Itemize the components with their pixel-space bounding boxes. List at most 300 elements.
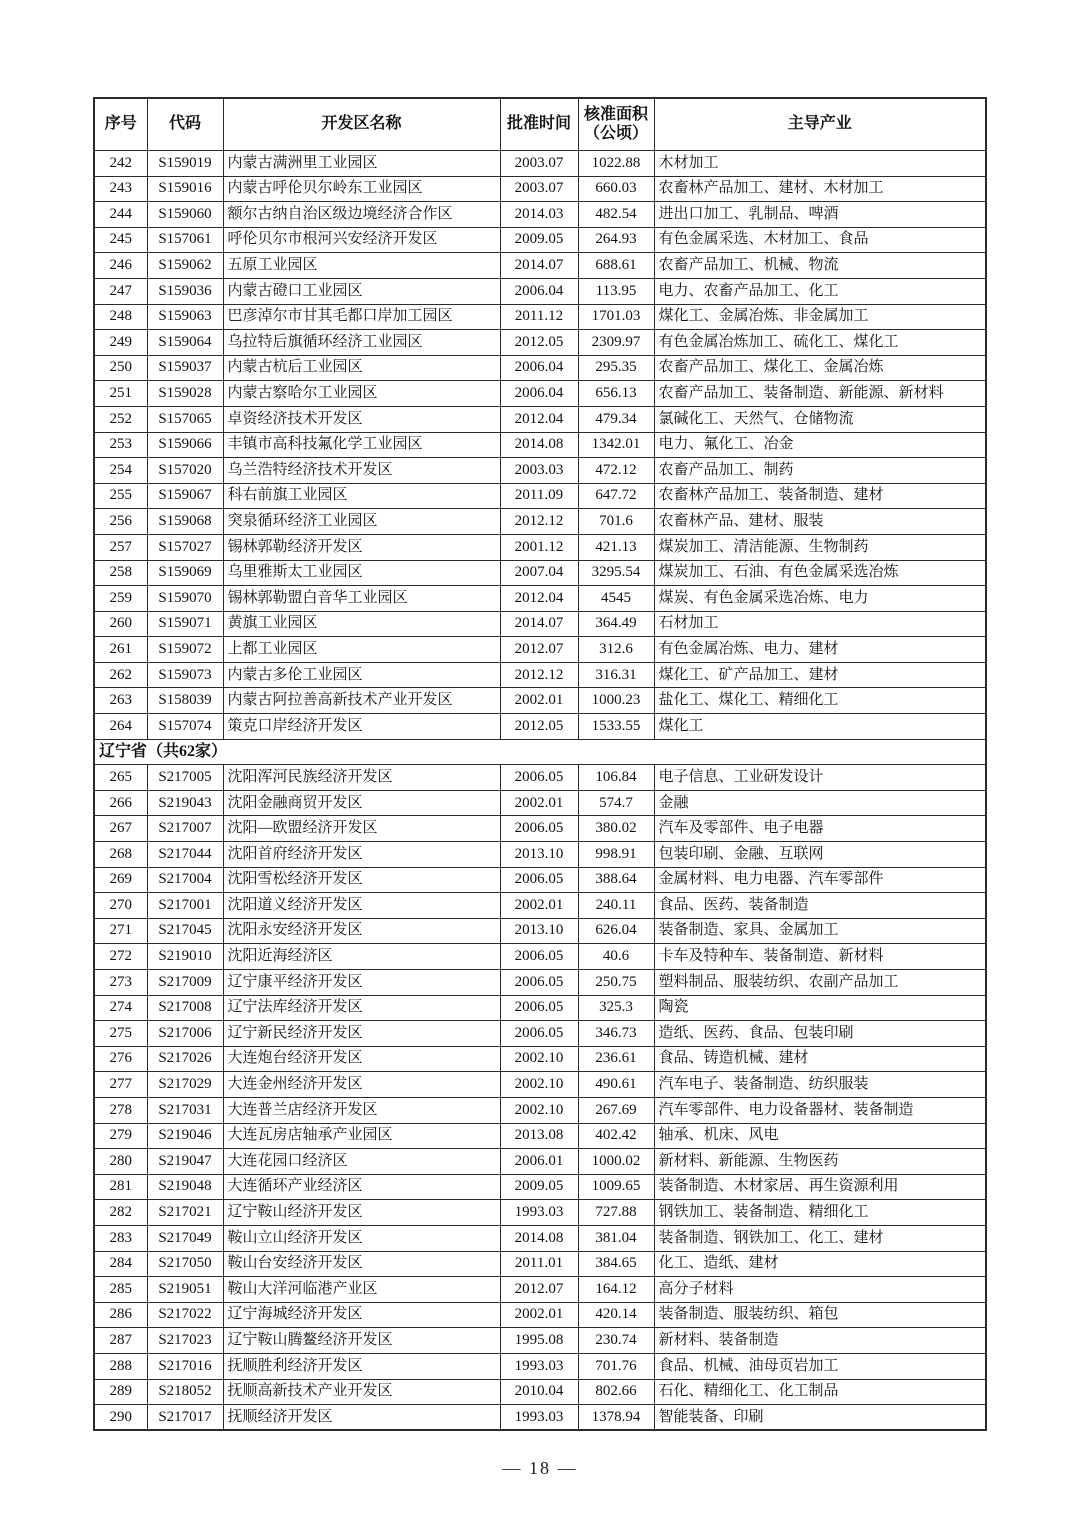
- cell-industries: 煤炭加工、清洁能源、生物制药: [654, 534, 986, 560]
- column-header-area: [578, 98, 654, 151]
- cell-zone-name: 辽宁康平经济开发区: [223, 970, 500, 996]
- cell-approval-date: 2012.05: [500, 714, 578, 740]
- cell-industries: 新材料、新能源、生物医药: [654, 1149, 986, 1175]
- cell-area: 267.69: [578, 1097, 654, 1123]
- table-row: [94, 406, 986, 432]
- cell-approval-date: 2012.04: [500, 406, 578, 432]
- cell-approval-date: 2013.08: [500, 1123, 578, 1149]
- table-row: [94, 970, 986, 996]
- table-row: [94, 816, 986, 842]
- cell-area: 1009.65: [578, 1174, 654, 1200]
- cell-industries: 轴承、机床、风电: [654, 1123, 986, 1149]
- cell-serial: 267: [94, 816, 147, 842]
- cell-serial: 250: [94, 355, 147, 381]
- table-body: [94, 151, 986, 1431]
- cell-industries: 木材加工: [654, 151, 986, 177]
- table-row: [94, 842, 986, 868]
- cell-zone-name: 抚顺经济开发区: [223, 1405, 500, 1431]
- cell-approval-date: 2002.10: [500, 1097, 578, 1123]
- cell-area: 316.31: [578, 662, 654, 688]
- cell-code: S159019: [147, 151, 223, 177]
- cell-zone-name: 策克口岸经济开发区: [223, 714, 500, 740]
- cell-industries: 农畜产品加工、煤化工、金属冶炼: [654, 355, 986, 381]
- cell-code: S217016: [147, 1353, 223, 1379]
- cell-industries: 农畜林产品、建材、服装: [654, 509, 986, 535]
- cell-industries: 氯碱化工、天然气、仓储物流: [654, 406, 986, 432]
- cell-area: 1022.88: [578, 151, 654, 177]
- table-row: [94, 304, 986, 330]
- cell-area: 802.66: [578, 1379, 654, 1405]
- cell-zone-name: 乌拉特后旗循环经济工业园区: [223, 330, 500, 356]
- table-row: [94, 1405, 986, 1431]
- cell-area: 364.49: [578, 611, 654, 637]
- cell-approval-date: 1995.08: [500, 1328, 578, 1354]
- cell-zone-name: 丰镇市高科技氟化学工业园区: [223, 432, 500, 458]
- cell-area: 660.03: [578, 176, 654, 202]
- cell-area: 472.12: [578, 458, 654, 484]
- table-row: [94, 1251, 986, 1277]
- cell-approval-date: 2006.05: [500, 816, 578, 842]
- cell-area: 1000.23: [578, 688, 654, 714]
- cell-serial: 261: [94, 637, 147, 663]
- cell-code: S217017: [147, 1405, 223, 1431]
- cell-industries: 石化、精细化工、化工制品: [654, 1379, 986, 1405]
- cell-industries: 食品、机械、油母页岩加工: [654, 1353, 986, 1379]
- cell-serial: 269: [94, 867, 147, 893]
- cell-industries: 农畜产品加工、装备制造、新能源、新材料: [654, 381, 986, 407]
- cell-code: S219043: [147, 790, 223, 816]
- cell-code: S218052: [147, 1379, 223, 1405]
- cell-industries: 钢铁加工、装备制造、精细化工: [654, 1200, 986, 1226]
- table-row: [94, 714, 986, 740]
- cell-code: S219010: [147, 944, 223, 970]
- cell-serial: 264: [94, 714, 147, 740]
- cell-industries: 农畜林产品加工、装备制造、建材: [654, 483, 986, 509]
- cell-approval-date: 2002.01: [500, 790, 578, 816]
- cell-code: S217023: [147, 1328, 223, 1354]
- cell-area: 230.74: [578, 1328, 654, 1354]
- cell-area: 1000.02: [578, 1149, 654, 1175]
- cell-approval-date: 2013.10: [500, 842, 578, 868]
- cell-approval-date: 2014.07: [500, 611, 578, 637]
- cell-code: S219051: [147, 1277, 223, 1303]
- cell-approval-date: 2006.05: [500, 765, 578, 791]
- cell-serial: 282: [94, 1200, 147, 1226]
- cell-serial: 245: [94, 227, 147, 253]
- cell-approval-date: 2014.08: [500, 1225, 578, 1251]
- table-row: [94, 355, 986, 381]
- table-row: [94, 867, 986, 893]
- cell-serial: 287: [94, 1328, 147, 1354]
- cell-industries: 石材加工: [654, 611, 986, 637]
- table-row: [94, 483, 986, 509]
- cell-zone-name: 内蒙古杭后工业园区: [223, 355, 500, 381]
- cell-code: S217005: [147, 765, 223, 791]
- cell-industries: 农畜林产品加工、建材、木材加工: [654, 176, 986, 202]
- cell-serial: 272: [94, 944, 147, 970]
- cell-area: 381.04: [578, 1225, 654, 1251]
- table-row: [94, 790, 986, 816]
- cell-serial: 243: [94, 176, 147, 202]
- cell-industries: 煤炭加工、石油、有色金属采选冶炼: [654, 560, 986, 586]
- cell-industries: 农畜产品加工、制药: [654, 458, 986, 484]
- cell-approval-date: 2014.03: [500, 202, 578, 228]
- cell-industries: 汽车零部件、电力设备器材、装备制造: [654, 1097, 986, 1123]
- cell-serial: 251: [94, 381, 147, 407]
- cell-zone-name: 额尔古纳自治区级边境经济合作区: [223, 202, 500, 228]
- cell-code: S159071: [147, 611, 223, 637]
- cell-code: S159069: [147, 560, 223, 586]
- cell-area: 106.84: [578, 765, 654, 791]
- cell-code: S159072: [147, 637, 223, 663]
- cell-serial: 262: [94, 662, 147, 688]
- cell-area: 420.14: [578, 1302, 654, 1328]
- cell-area: 40.6: [578, 944, 654, 970]
- cell-code: S159068: [147, 509, 223, 535]
- cell-code: S157020: [147, 458, 223, 484]
- cell-zone-name: 大连循环产业经济区: [223, 1174, 500, 1200]
- column-header-code: 代码: [147, 98, 223, 151]
- cell-area: 998.91: [578, 842, 654, 868]
- table-row: [94, 458, 986, 484]
- cell-zone-name: 内蒙古多伦工业园区: [223, 662, 500, 688]
- table-row: [94, 560, 986, 586]
- table-row: [94, 893, 986, 919]
- cell-industries: 卡车及特种车、装备制造、新材料: [654, 944, 986, 970]
- cell-industries: 新材料、装备制造: [654, 1328, 986, 1354]
- cell-approval-date: 2014.08: [500, 432, 578, 458]
- cell-area: 656.13: [578, 381, 654, 407]
- cell-zone-name: 沈阳永安经济开发区: [223, 918, 500, 944]
- cell-code: S159073: [147, 662, 223, 688]
- table-row: [94, 227, 986, 253]
- cell-code: S219046: [147, 1123, 223, 1149]
- cell-area: 4545: [578, 586, 654, 612]
- cell-zone-name: 巴彦淖尔市甘其毛都口岸加工园区: [223, 304, 500, 330]
- cell-industries: 塑料制品、服装纺织、农副产品加工: [654, 970, 986, 996]
- cell-area: 647.72: [578, 483, 654, 509]
- table-row: [94, 611, 986, 637]
- cell-zone-name: 大连瓦房店轴承产业园区: [223, 1123, 500, 1149]
- section-header-label: 辽宁省（共62家）: [94, 739, 986, 765]
- cell-approval-date: 2011.01: [500, 1251, 578, 1277]
- cell-industries: 装备制造、家具、金属加工: [654, 918, 986, 944]
- cell-serial: 263: [94, 688, 147, 714]
- cell-area: 1701.03: [578, 304, 654, 330]
- cell-serial: 289: [94, 1379, 147, 1405]
- cell-approval-date: 2001.12: [500, 534, 578, 560]
- cell-serial: 277: [94, 1072, 147, 1098]
- table-row: [94, 509, 986, 535]
- cell-approval-date: 1993.03: [500, 1200, 578, 1226]
- cell-serial: 248: [94, 304, 147, 330]
- cell-industries: 有色金属冶炼加工、硫化工、煤化工: [654, 330, 986, 356]
- cell-code: S159016: [147, 176, 223, 202]
- cell-approval-date: 2006.04: [500, 381, 578, 407]
- cell-industries: 电力、农畜产品加工、化工: [654, 278, 986, 304]
- cell-zone-name: 内蒙古呼伦贝尔岭东工业园区: [223, 176, 500, 202]
- cell-industries: 煤化工: [654, 714, 986, 740]
- cell-zone-name: 大连花园口经济区: [223, 1149, 500, 1175]
- cell-area: 688.61: [578, 253, 654, 279]
- cell-zone-name: 内蒙古满洲里工业园区: [223, 151, 500, 177]
- section-header-row: [94, 739, 986, 765]
- cell-industries: 包装印刷、金融、互联网: [654, 842, 986, 868]
- cell-code: S217004: [147, 867, 223, 893]
- cell-serial: 259: [94, 586, 147, 612]
- cell-code: S217026: [147, 1046, 223, 1072]
- cell-serial: 274: [94, 995, 147, 1021]
- cell-code: S159063: [147, 304, 223, 330]
- table-row: [94, 176, 986, 202]
- cell-approval-date: 2006.04: [500, 278, 578, 304]
- cell-area: 1342.01: [578, 432, 654, 458]
- cell-industries: 装备制造、服装纺织、箱包: [654, 1302, 986, 1328]
- cell-zone-name: 大连炮台经济开发区: [223, 1046, 500, 1072]
- cell-approval-date: 2011.09: [500, 483, 578, 509]
- cell-area: 264.93: [578, 227, 654, 253]
- cell-area: 388.64: [578, 867, 654, 893]
- cell-serial: 242: [94, 151, 147, 177]
- cell-zone-name: 卓资经济技术开发区: [223, 406, 500, 432]
- column-header-industries: 主导产业: [654, 98, 986, 151]
- cell-zone-name: 辽宁鞍山经济开发区: [223, 1200, 500, 1226]
- cell-zone-name: 抚顺胜利经济开发区: [223, 1353, 500, 1379]
- cell-industries: 煤化工、矿产品加工、建材: [654, 662, 986, 688]
- cell-approval-date: 2006.05: [500, 995, 578, 1021]
- cell-approval-date: 2012.07: [500, 637, 578, 663]
- cell-serial: 279: [94, 1123, 147, 1149]
- cell-zone-name: 沈阳金融商贸开发区: [223, 790, 500, 816]
- cell-code: S217008: [147, 995, 223, 1021]
- cell-serial: 266: [94, 790, 147, 816]
- column-header-area-line2: （公顷）: [583, 124, 648, 142]
- table-row: [94, 151, 986, 177]
- cell-code: S159067: [147, 483, 223, 509]
- cell-area: 1533.55: [578, 714, 654, 740]
- table-row: [94, 944, 986, 970]
- cell-serial: 275: [94, 1021, 147, 1047]
- cell-zone-name: 大连金州经济开发区: [223, 1072, 500, 1098]
- cell-approval-date: 2009.05: [500, 1174, 578, 1200]
- table-row: [94, 1277, 986, 1303]
- cell-zone-name: 突泉循环经济工业园区: [223, 509, 500, 535]
- cell-approval-date: 2009.05: [500, 227, 578, 253]
- cell-area: 164.12: [578, 1277, 654, 1303]
- table-row: [94, 1353, 986, 1379]
- cell-area: 380.02: [578, 816, 654, 842]
- cell-serial: 284: [94, 1251, 147, 1277]
- cell-industries: 煤化工、金属冶炼、非金属加工: [654, 304, 986, 330]
- cell-serial: 258: [94, 560, 147, 586]
- table-row: [94, 1225, 986, 1251]
- cell-approval-date: 2002.01: [500, 688, 578, 714]
- cell-zone-name: 呼伦贝尔市根河兴安经济开发区: [223, 227, 500, 253]
- cell-industries: 金属材料、电力电器、汽车零部件: [654, 867, 986, 893]
- cell-code: S217044: [147, 842, 223, 868]
- table-row: [94, 1174, 986, 1200]
- cell-approval-date: 2010.04: [500, 1379, 578, 1405]
- cell-zone-name: 黄旗工业园区: [223, 611, 500, 637]
- cell-serial: 283: [94, 1225, 147, 1251]
- cell-code: S219047: [147, 1149, 223, 1175]
- cell-code: S159062: [147, 253, 223, 279]
- cell-area: 384.65: [578, 1251, 654, 1277]
- table-row: [94, 637, 986, 663]
- table-row: [94, 1046, 986, 1072]
- table-row: [94, 1379, 986, 1405]
- cell-industries: 汽车及零部件、电子电器: [654, 816, 986, 842]
- cell-approval-date: 2006.01: [500, 1149, 578, 1175]
- cell-code: S157061: [147, 227, 223, 253]
- column-header-zone-name: 开发区名称: [223, 98, 500, 151]
- cell-approval-date: 2013.10: [500, 918, 578, 944]
- header-row: [94, 98, 986, 151]
- cell-area: 2309.97: [578, 330, 654, 356]
- cell-zone-name: 科右前旗工业园区: [223, 483, 500, 509]
- cell-code: S157074: [147, 714, 223, 740]
- cell-area: 626.04: [578, 918, 654, 944]
- cell-zone-name: 乌里雅斯太工业园区: [223, 560, 500, 586]
- cell-industries: 盐化工、煤化工、精细化工: [654, 688, 986, 714]
- table-row: [94, 1302, 986, 1328]
- cell-zone-name: 锡林郭勒经济开发区: [223, 534, 500, 560]
- cell-area: 701.6: [578, 509, 654, 535]
- column-header-approval-date: 批准时间: [500, 98, 578, 151]
- cell-serial: 254: [94, 458, 147, 484]
- cell-zone-name: 内蒙古阿拉善高新技术产业开发区: [223, 688, 500, 714]
- table-row: [94, 918, 986, 944]
- cell-serial: 255: [94, 483, 147, 509]
- cell-code: S217006: [147, 1021, 223, 1047]
- cell-industries: 金融: [654, 790, 986, 816]
- page-number: — 18 —: [502, 1458, 578, 1478]
- cell-code: S217031: [147, 1097, 223, 1123]
- table-row: [94, 253, 986, 279]
- table-row: [94, 381, 986, 407]
- cell-code: S159037: [147, 355, 223, 381]
- cell-area: 346.73: [578, 1021, 654, 1047]
- cell-code: S217009: [147, 970, 223, 996]
- table-row: [94, 1072, 986, 1098]
- cell-approval-date: 1993.03: [500, 1353, 578, 1379]
- cell-serial: 247: [94, 278, 147, 304]
- cell-serial: 285: [94, 1277, 147, 1303]
- cell-industries: 电力、氟化工、冶金: [654, 432, 986, 458]
- cell-zone-name: 抚顺高新技术产业开发区: [223, 1379, 500, 1405]
- cell-code: S159028: [147, 381, 223, 407]
- cell-zone-name: 沈阳浑河民族经济开发区: [223, 765, 500, 791]
- cell-serial: 286: [94, 1302, 147, 1328]
- cell-industries: 进出口加工、乳制品、啤酒: [654, 202, 986, 228]
- cell-area: 402.42: [578, 1123, 654, 1149]
- cell-serial: 257: [94, 534, 147, 560]
- cell-approval-date: 2014.07: [500, 253, 578, 279]
- cell-zone-name: 辽宁鞍山腾鳌经济开发区: [223, 1328, 500, 1354]
- cell-approval-date: 2006.05: [500, 867, 578, 893]
- cell-zone-name: 大连普兰店经济开发区: [223, 1097, 500, 1123]
- column-header-area-line1: 核准面积: [583, 106, 648, 124]
- cell-area: 421.13: [578, 534, 654, 560]
- cell-approval-date: 2012.07: [500, 1277, 578, 1303]
- cell-zone-name: 上都工业园区: [223, 637, 500, 663]
- cell-industries: 有色金属采选、木材加工、食品: [654, 227, 986, 253]
- cell-area: 240.11: [578, 893, 654, 919]
- cell-code: S217022: [147, 1302, 223, 1328]
- cell-zone-name: 沈阳道义经济开发区: [223, 893, 500, 919]
- cell-approval-date: 2012.12: [500, 662, 578, 688]
- cell-approval-date: 2003.07: [500, 151, 578, 177]
- cell-zone-name: 辽宁海城经济开发区: [223, 1302, 500, 1328]
- cell-zone-name: 五原工业园区: [223, 253, 500, 279]
- table-row: [94, 688, 986, 714]
- cell-approval-date: 2002.10: [500, 1046, 578, 1072]
- cell-code: S219048: [147, 1174, 223, 1200]
- cell-approval-date: 2006.04: [500, 355, 578, 381]
- cell-serial: 270: [94, 893, 147, 919]
- table-row: [94, 1200, 986, 1226]
- cell-serial: 273: [94, 970, 147, 996]
- cell-serial: 271: [94, 918, 147, 944]
- cell-serial: 253: [94, 432, 147, 458]
- cell-industries: 高分子材料: [654, 1277, 986, 1303]
- cell-area: 574.7: [578, 790, 654, 816]
- cell-approval-date: 2011.12: [500, 304, 578, 330]
- cell-serial: 246: [94, 253, 147, 279]
- cell-code: S217049: [147, 1225, 223, 1251]
- cell-serial: 268: [94, 842, 147, 868]
- cell-approval-date: 2007.04: [500, 560, 578, 586]
- cell-area: 325.3: [578, 995, 654, 1021]
- table-row: [94, 330, 986, 356]
- cell-zone-name: 鞍山立山经济开发区: [223, 1225, 500, 1251]
- cell-industries: 汽车电子、装备制造、纺织服装: [654, 1072, 986, 1098]
- cell-industries: 食品、医药、装备制造: [654, 893, 986, 919]
- cell-zone-name: 辽宁法库经济开发区: [223, 995, 500, 1021]
- cell-serial: 288: [94, 1353, 147, 1379]
- cell-serial: 249: [94, 330, 147, 356]
- cell-code: S217021: [147, 1200, 223, 1226]
- table-row: [94, 1021, 986, 1047]
- cell-approval-date: 2012.04: [500, 586, 578, 612]
- table-header: [94, 98, 986, 151]
- cell-serial: 256: [94, 509, 147, 535]
- cell-zone-name: 鞍山大洋河临港产业区: [223, 1277, 500, 1303]
- cell-industries: 有色金属冶炼、电力、建材: [654, 637, 986, 663]
- cell-zone-name: 锡林郭勒盟白音华工业园区: [223, 586, 500, 612]
- cell-code: S159066: [147, 432, 223, 458]
- cell-serial: 252: [94, 406, 147, 432]
- cell-serial: 280: [94, 1149, 147, 1175]
- cell-area: 701.76: [578, 1353, 654, 1379]
- cell-serial: 244: [94, 202, 147, 228]
- cell-zone-name: 沈阳—欧盟经济开发区: [223, 816, 500, 842]
- cell-zone-name: 辽宁新民经济开发区: [223, 1021, 500, 1047]
- table-row: [94, 995, 986, 1021]
- cell-industries: 造纸、医药、食品、包装印刷: [654, 1021, 986, 1047]
- table-row: [94, 1097, 986, 1123]
- cell-area: 3295.54: [578, 560, 654, 586]
- cell-approval-date: 2012.12: [500, 509, 578, 535]
- cell-zone-name: 沈阳雪松经济开发区: [223, 867, 500, 893]
- cell-approval-date: 2003.07: [500, 176, 578, 202]
- cell-zone-name: 沈阳首府经济开发区: [223, 842, 500, 868]
- table-row: [94, 202, 986, 228]
- table-row: [94, 278, 986, 304]
- cell-zone-name: 沈阳近海经济区: [223, 944, 500, 970]
- cell-approval-date: 2006.05: [500, 1021, 578, 1047]
- cell-zone-name: 内蒙古察哈尔工业园区: [223, 381, 500, 407]
